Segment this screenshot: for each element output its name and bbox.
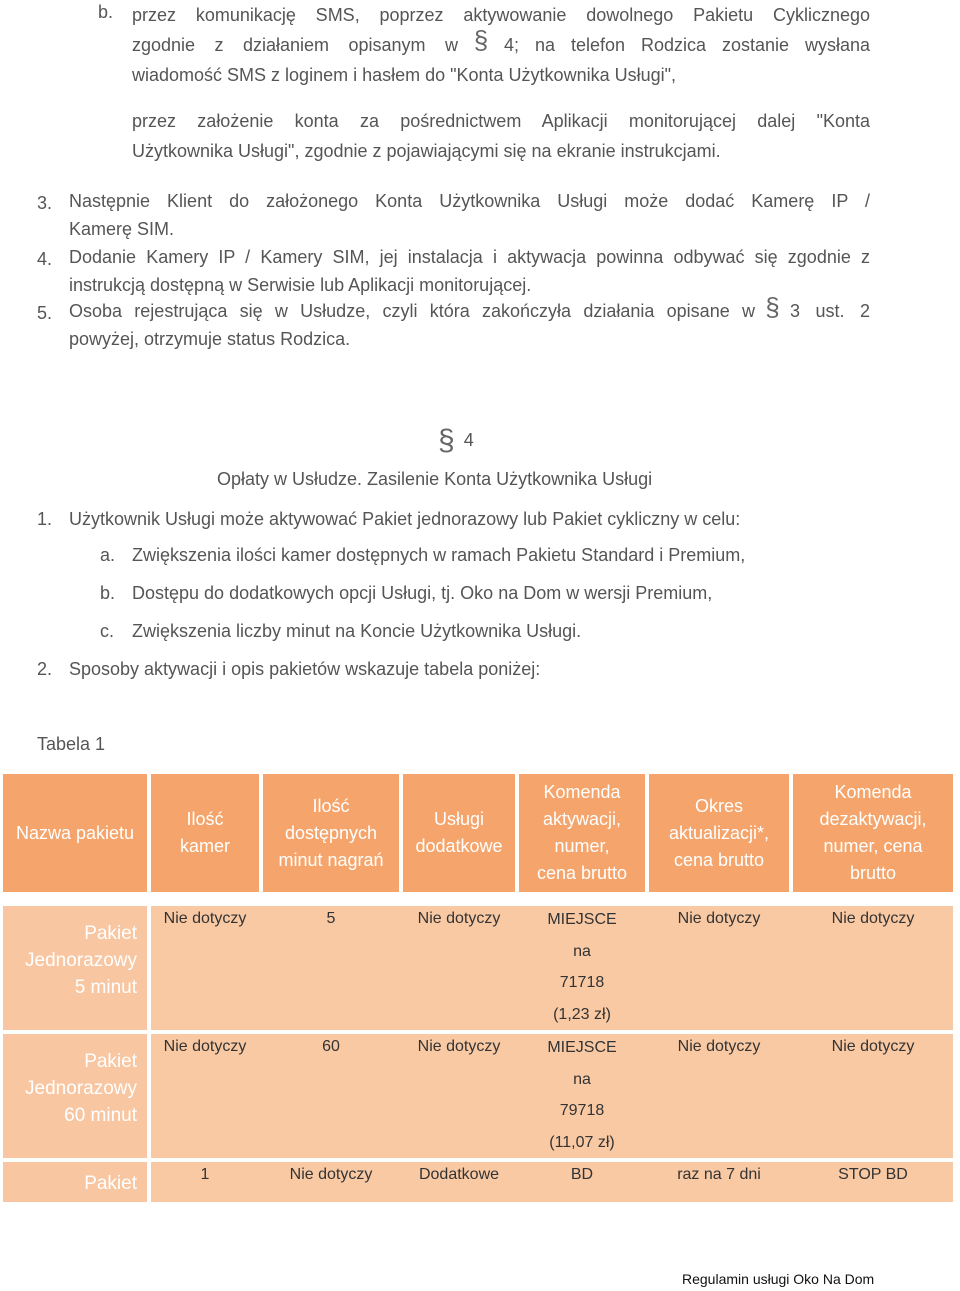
point-3-line-1: Następnie Klient do założonego Konta Użytkownika Usługi może dodać Kamerę IP / <box>69 191 870 211</box>
row-1-dezakt: Nie dotyczy <box>831 910 915 927</box>
table-header-okres <box>649 774 789 892</box>
header-okres-line-2: aktualizacji*, <box>668 822 770 843</box>
row-2-name-line-1: Pakiet <box>84 1051 137 1072</box>
list1-item-c-marker: c. <box>100 621 115 641</box>
list1-text: Użytkownik Usługi może aktywować Pakiet jednorazowy lub Pakiet cykliczny w celu: <box>69 509 741 529</box>
row-1-okres: Nie dotyczy <box>677 910 761 927</box>
list1-item-a-marker: a. <box>100 545 116 565</box>
header-dezakt-line-3: numer, cena <box>823 836 923 856</box>
list1-item-a-text: Zwiększenia ilości kamer dostępnych w ramach Pakietu Standard i Premium, <box>132 545 746 565</box>
row-1-komenda-line-1: MIEJSCE <box>547 911 617 928</box>
point-5-text <box>69 292 870 353</box>
table-row-1-name <box>3 906 147 1030</box>
item-b-line-1: przez komunikację SMS, poprzez aktywowanie dowolnego Pakietu Cyklicznego <box>132 5 870 25</box>
point-3-number: 3. <box>37 193 53 213</box>
item-b-text <box>132 0 870 90</box>
point-4-line-2: instrukcją dostępną w Serwisie lub Aplikacji monitorującej. <box>69 275 532 295</box>
row-2-komenda-line-2: na <box>573 1070 591 1088</box>
header-kamer-line-1: Ilość <box>186 809 224 829</box>
page-footer: Regulamin usługi Oko Na Dom <box>682 1271 875 1287</box>
row-2-name-line-2: Jednorazowy <box>25 1078 137 1099</box>
row-3-komenda: BD <box>570 1166 594 1183</box>
section-title: Opłaty w Usłudze. Zasilenie Konta Użytkownika Usługi <box>217 469 653 489</box>
header-minut-line-2: dostępnych <box>284 822 378 843</box>
row-2-minut: 60 <box>322 1038 340 1055</box>
point-5-number: 5. <box>37 303 53 323</box>
header-dezakt-line-2: dezaktywacji, <box>819 809 927 829</box>
table-caption: Tabela 1 <box>37 734 106 754</box>
table-header-minut <box>263 774 399 892</box>
header-okres-line-1: Okres <box>694 795 743 816</box>
section-number: 4 <box>463 430 474 450</box>
row-1-uslugi: Nie dotyczy <box>417 910 501 927</box>
point-4-line-1: Dodanie Kamery IP / Kamery SIM, jej instalacja i aktywacja powinna odbywać się zgodnie z <box>69 247 870 267</box>
list1-item-c-text: Zwiększenia liczby minut na Koncie Użytkownika Usługi. <box>132 621 582 641</box>
table-header-name <box>3 774 147 892</box>
item-b-line-2-b: 4; na telefon Rodzica zostanie wysłana <box>504 35 870 55</box>
table-row-2-name <box>3 1034 147 1158</box>
point-5-line-1-b: 3 ust. 2 <box>790 301 870 321</box>
row-3-name-line-1: Pakiet <box>84 1173 137 1194</box>
row-2-komenda-line-4: (11,07 zł) <box>549 1133 615 1151</box>
table-header-kamer <box>151 774 259 892</box>
row-1-name-line-3: 5 minut <box>74 977 137 998</box>
row-2-komenda-line-1: MIEJSCE <box>547 1039 617 1056</box>
list1-item-b-text: Dostępu do dodatkowych opcji Usługi, tj. Oko na Dom w wersji Premium, <box>132 583 713 603</box>
row-2-uslugi: Nie dotyczy <box>417 1038 501 1055</box>
table-row-3-name <box>3 1162 147 1202</box>
item-b-line-2-a: zgodnie z działaniem opisanym w <box>132 35 458 55</box>
item-b-line-2 <box>132 25 870 60</box>
header-okres-line-3: cena brutto <box>673 849 765 870</box>
row-2-komenda-line-3: 79718 <box>559 1102 605 1119</box>
row-1-name-line-2: Jednorazowy <box>25 950 137 971</box>
row-3-kamer: 1 <box>200 1166 210 1183</box>
row-2-name-line-3: 60 minut <box>64 1105 137 1126</box>
row-1-kamer: Nie dotyczy <box>163 910 247 927</box>
header-dezakt-line-4: brutto <box>849 863 896 883</box>
point-5-line-2: powyżej, otrzymuje status Rodzica. <box>69 329 351 349</box>
item-c-line-2: Użytkownika Usługi", zgodnie z pojawiającymi się na ekranie instrukcjami. <box>132 141 721 161</box>
point-3-text <box>69 187 870 243</box>
row-3-okres: raz na 7 dni <box>677 1166 761 1183</box>
row-2-kamer: Nie dotyczy <box>163 1038 247 1055</box>
section-symbol: § <box>473 25 489 55</box>
section-heading-number <box>438 424 474 457</box>
item-c-text <box>132 106 870 166</box>
row-3-minut: Nie dotyczy <box>289 1166 373 1183</box>
row-2-komenda <box>519 1038 645 1164</box>
list1-item-b-marker: b. <box>100 583 116 603</box>
point-5-line-1-a: Osoba rejestrująca się w Usłudze, czyli która zakończyła działania opisane w <box>69 301 755 321</box>
row-1-komenda-line-4: (1,23 zł) <box>553 1005 611 1023</box>
header-minut-line-3: minut nagrań <box>278 849 384 870</box>
table-header-dezakt <box>793 774 953 892</box>
row-3-uslugi: Dodatkowe <box>418 1166 500 1183</box>
item-b-line-3: wiadomość SMS z loginem i hasłem do "Konta Użytkownika Usługi", <box>132 65 676 85</box>
point-5-line-1 <box>69 292 870 325</box>
header-minut-line-1: Ilość <box>312 795 350 816</box>
table-header-uslugi <box>403 774 515 892</box>
header-uslugi-line-1: Usługi <box>433 809 484 829</box>
row-1-name-line-1: Pakiet <box>84 923 137 944</box>
header-komenda-line-1: Komenda <box>543 782 621 802</box>
row-1-komenda-line-3: 71718 <box>559 974 605 991</box>
point-4-number: 4. <box>37 249 53 269</box>
table-header-komenda <box>519 774 645 892</box>
list2-text: Sposoby aktywacji i opis pakietów wskazuje tabela poniżej: <box>69 659 541 679</box>
point-3-line-2: Kamerę SIM. <box>69 219 175 239</box>
header-kamer-line-2: kamer <box>179 836 230 856</box>
row-1-komenda-line-2: na <box>573 942 591 960</box>
list1-number: 1. <box>37 509 53 529</box>
header-uslugi-line-2: dodatkowe <box>415 836 503 856</box>
row-3-dezakt: STOP BD <box>838 1166 908 1183</box>
row-2-dezakt: Nie dotyczy <box>831 1038 915 1055</box>
row-2-okres: Nie dotyczy <box>677 1038 761 1055</box>
header-komenda-line-2: aktywacji, <box>542 809 622 829</box>
header-komenda-line-3: numer, <box>554 836 610 856</box>
row-1-komenda <box>519 910 645 1036</box>
row-1-minut: 5 <box>326 910 336 927</box>
header-name-line-1: Nazwa pakietu <box>15 822 135 843</box>
list2-number: 2. <box>37 659 53 679</box>
point-4-text <box>69 243 870 299</box>
list-marker-b: b. <box>98 2 114 22</box>
item-c-line-1: przez założenie konta za pośrednictwem Aplikacji monitorującej dalej "Konta <box>132 111 870 131</box>
section-symbol-2: § <box>765 292 780 322</box>
header-dezakt-line-1: Komenda <box>834 782 912 802</box>
section-heading-symbol: § <box>438 424 455 457</box>
header-komenda-line-4: cena brutto <box>536 863 628 883</box>
